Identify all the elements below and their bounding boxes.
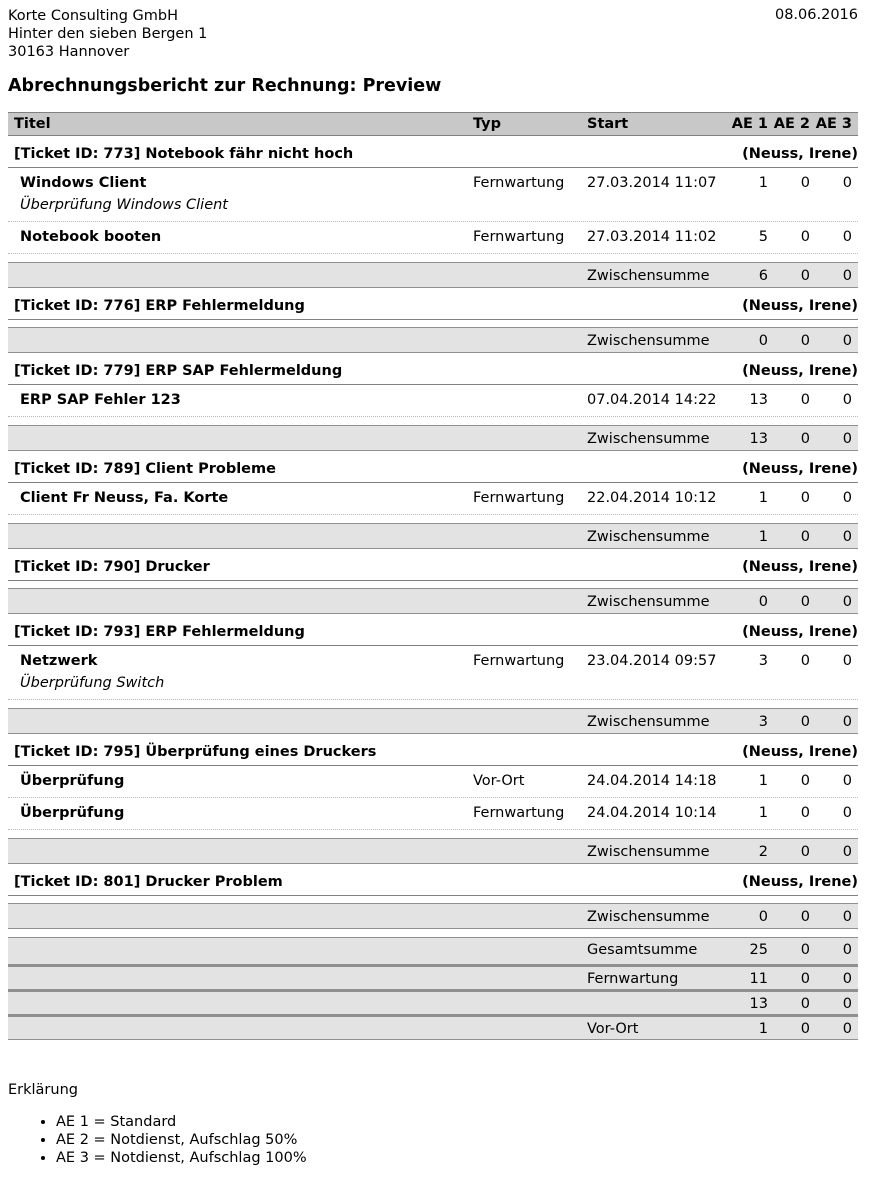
ticket-title: [Ticket ID: 779] ERP SAP Fehlermeldung <box>14 363 343 379</box>
summary-ae3: 0 <box>842 971 852 987</box>
task-ae2: 0 <box>800 229 810 245</box>
task-start: 07.04.2014 14:22 <box>587 392 717 408</box>
ticket-assignee: (Neuss, Irene) <box>742 624 858 640</box>
task-title: Windows Client <box>20 175 147 191</box>
task-ae1: 1 <box>758 490 768 506</box>
column-header-ae1: AE 1 <box>731 116 768 132</box>
subtotal-ae1: 13 <box>749 431 768 447</box>
ticket-header-row <box>8 353 858 385</box>
summary-ae1: 25 <box>749 942 768 958</box>
summary-ae3: 0 <box>842 996 852 1012</box>
ticket-group <box>8 549 858 614</box>
subtotal-label: Zwischensumme <box>587 268 710 284</box>
task-row <box>8 483 858 515</box>
subtotal-ae3: 0 <box>842 431 852 447</box>
ticket-assignee: (Neuss, Irene) <box>742 146 858 162</box>
subtotal-label: Zwischensumme <box>587 594 710 610</box>
legend-item: • AE 2 = Notdienst, Aufschlag 50% <box>56 1131 307 1149</box>
summary-ae1: 1 <box>758 1021 768 1037</box>
summary-ae1: 11 <box>749 971 768 987</box>
subtotal-ae1: 6 <box>758 268 768 284</box>
task-title: Notebook booten <box>20 229 162 245</box>
summary-ae2: 0 <box>800 971 810 987</box>
task-ae1: 3 <box>758 653 768 669</box>
task-ae3: 0 <box>842 229 852 245</box>
task-type: Fernwartung <box>473 653 565 669</box>
subtotal-ae1: 0 <box>758 333 768 349</box>
subtotal-ae3: 0 <box>842 909 852 925</box>
legend-item: • AE 3 = Notdienst, Aufschlag 100% <box>56 1149 307 1167</box>
column-header-start: Start <box>587 116 629 132</box>
summary-ae2: 0 <box>800 942 810 958</box>
summary-label: Gesamtsumme <box>587 942 698 958</box>
task-title: ERP SAP Fehler 123 <box>20 392 181 408</box>
subtotal-label: Zwischensumme <box>587 909 710 925</box>
subtotal-row <box>8 523 858 549</box>
subtotal-ae2: 0 <box>800 714 810 730</box>
task-ae3: 0 <box>842 653 852 669</box>
subtotal-row <box>8 708 858 734</box>
report-title: Abrechnungsbericht zur Rechnung: Preview <box>8 76 442 96</box>
task-type: Fernwartung <box>473 490 565 506</box>
summary-row <box>8 1015 858 1040</box>
subtotal-label: Zwischensumme <box>587 529 710 545</box>
legend-heading: Erklärung <box>8 1082 78 1098</box>
task-description: Überprüfung Windows Client <box>20 197 228 213</box>
ticket-group <box>8 614 858 734</box>
ticket-title: [Ticket ID: 793] ERP Fehlermeldung <box>14 624 305 640</box>
task-ae2: 0 <box>800 773 810 789</box>
task-description: Überprüfung Switch <box>20 675 165 691</box>
report-table <box>8 112 858 1040</box>
ticket-header-row <box>8 549 858 581</box>
subtotal-label: Zwischensumme <box>587 714 710 730</box>
task-start: 27.03.2014 11:02 <box>587 229 717 245</box>
ticket-group <box>8 288 858 353</box>
task-ae2: 0 <box>800 175 810 191</box>
task-row <box>8 168 858 222</box>
column-header-typ: Typ <box>473 116 502 132</box>
task-ae2: 0 <box>800 805 810 821</box>
task-start: 22.04.2014 10:12 <box>587 490 717 506</box>
task-ae2: 0 <box>800 653 810 669</box>
column-header-titel: Titel <box>14 116 51 132</box>
task-ae1: 5 <box>758 229 768 245</box>
subtotal-row <box>8 838 858 864</box>
subtotal-ae1: 0 <box>758 909 768 925</box>
subtotal-row <box>8 588 858 614</box>
subtotal-row <box>8 903 858 929</box>
subtotal-ae1: 1 <box>758 529 768 545</box>
ticket-group <box>8 136 858 288</box>
ticket-assignee: (Neuss, Irene) <box>742 461 858 477</box>
legend-list <box>8 1113 307 1167</box>
ticket-title: [Ticket ID: 801] Drucker Problem <box>14 874 283 890</box>
ticket-title: [Ticket ID: 795] Überprüfung eines Druckers <box>14 744 377 760</box>
summary-ae3: 0 <box>842 942 852 958</box>
subtotal-row <box>8 262 858 288</box>
task-ae1: 1 <box>758 773 768 789</box>
ticket-assignee: (Neuss, Irene) <box>742 559 858 575</box>
column-header-ae3: AE 3 <box>815 116 852 132</box>
task-type: Fernwartung <box>473 175 565 191</box>
summary-label: Fernwartung <box>587 971 679 987</box>
ticket-title: [Ticket ID: 790] Drucker <box>14 559 210 575</box>
task-title: Client Fr Neuss, Fa. Korte <box>20 490 229 506</box>
ticket-assignee: (Neuss, Irene) <box>742 363 858 379</box>
ticket-header-row <box>8 734 858 766</box>
ticket-header-row <box>8 136 858 168</box>
subtotal-row <box>8 425 858 451</box>
subtotal-label: Zwischensumme <box>587 431 710 447</box>
column-header-row <box>8 112 858 136</box>
subtotal-ae1: 0 <box>758 594 768 610</box>
task-ae3: 0 <box>842 805 852 821</box>
task-row <box>8 798 858 830</box>
task-ae2: 0 <box>800 490 810 506</box>
task-ae2: 0 <box>800 392 810 408</box>
subtotal-ae3: 0 <box>842 268 852 284</box>
task-ae1: 1 <box>758 805 768 821</box>
summary-ae3: 0 <box>842 1021 852 1037</box>
subtotal-ae2: 0 <box>800 333 810 349</box>
task-ae1: 1 <box>758 175 768 191</box>
subtotal-ae1: 2 <box>758 844 768 860</box>
ticket-assignee: (Neuss, Irene) <box>742 874 858 890</box>
task-title: Überprüfung <box>20 773 125 789</box>
legend-item: • AE 1 = Standard <box>56 1113 307 1131</box>
subtotal-ae2: 0 <box>800 909 810 925</box>
subtotal-row <box>8 327 858 353</box>
company-street: Hinter den sieben Bergen 1 <box>8 26 208 42</box>
subtotal-ae2: 0 <box>800 431 810 447</box>
summary-row <box>8 937 858 965</box>
summary-ae1: 13 <box>749 996 768 1012</box>
task-ae3: 0 <box>842 175 852 191</box>
task-row <box>8 222 858 254</box>
ticket-group <box>8 864 858 929</box>
ticket-group <box>8 353 858 451</box>
task-ae3: 0 <box>842 773 852 789</box>
ticket-header-row <box>8 451 858 483</box>
subtotal-ae2: 0 <box>800 529 810 545</box>
subtotal-label: Zwischensumme <box>587 844 710 860</box>
task-start: 24.04.2014 10:14 <box>587 805 717 821</box>
task-row <box>8 766 858 798</box>
subtotal-ae3: 0 <box>842 333 852 349</box>
subtotal-ae2: 0 <box>800 594 810 610</box>
subtotal-ae3: 0 <box>842 529 852 545</box>
subtotal-ae2: 0 <box>800 844 810 860</box>
subtotal-ae3: 0 <box>842 844 852 860</box>
task-type: Vor-Ort <box>473 773 525 789</box>
ticket-title: [Ticket ID: 789] Client Probleme <box>14 461 276 477</box>
ticket-title: [Ticket ID: 776] ERP Fehlermeldung <box>14 298 305 314</box>
summary-ae2: 0 <box>800 996 810 1012</box>
ticket-groups <box>8 136 858 929</box>
task-ae3: 0 <box>842 490 852 506</box>
task-title: Überprüfung <box>20 805 125 821</box>
subtotal-ae1: 3 <box>758 714 768 730</box>
task-title: Netzwerk <box>20 653 98 669</box>
task-ae1: 13 <box>749 392 768 408</box>
task-type: Fernwartung <box>473 805 565 821</box>
summary-row <box>8 990 858 1015</box>
subtotal-label: Zwischensumme <box>587 333 710 349</box>
subtotal-ae2: 0 <box>800 268 810 284</box>
ticket-title: [Ticket ID: 773] Notebook fähr nicht hoch <box>14 146 354 162</box>
report-date: 08.06.2016 <box>774 7 858 23</box>
task-start: 23.04.2014 09:57 <box>587 653 717 669</box>
legend <box>8 1081 307 1167</box>
summary-label: Vor-Ort <box>587 1021 639 1037</box>
summary-row <box>8 965 858 990</box>
company-address <box>8 7 207 61</box>
task-type: Fernwartung <box>473 229 565 245</box>
task-ae3: 0 <box>842 392 852 408</box>
subtotal-ae3: 0 <box>842 714 852 730</box>
column-header-ae2: AE 2 <box>773 116 810 132</box>
task-row <box>8 385 858 417</box>
ticket-assignee: (Neuss, Irene) <box>742 298 858 314</box>
task-start: 24.04.2014 14:18 <box>587 773 717 789</box>
task-start: 27.03.2014 11:07 <box>587 175 717 191</box>
summary-section <box>8 937 858 1040</box>
ticket-group <box>8 451 858 549</box>
subtotal-ae3: 0 <box>842 594 852 610</box>
ticket-assignee: (Neuss, Irene) <box>742 744 858 760</box>
summary-ae2: 0 <box>800 1021 810 1037</box>
company-name: Korte Consulting GmbH <box>8 8 178 24</box>
ticket-group <box>8 734 858 864</box>
ticket-header-row <box>8 288 858 320</box>
task-row <box>8 646 858 700</box>
company-city: 30163 Hannover <box>8 44 130 60</box>
ticket-header-row <box>8 614 858 646</box>
ticket-header-row <box>8 864 858 896</box>
